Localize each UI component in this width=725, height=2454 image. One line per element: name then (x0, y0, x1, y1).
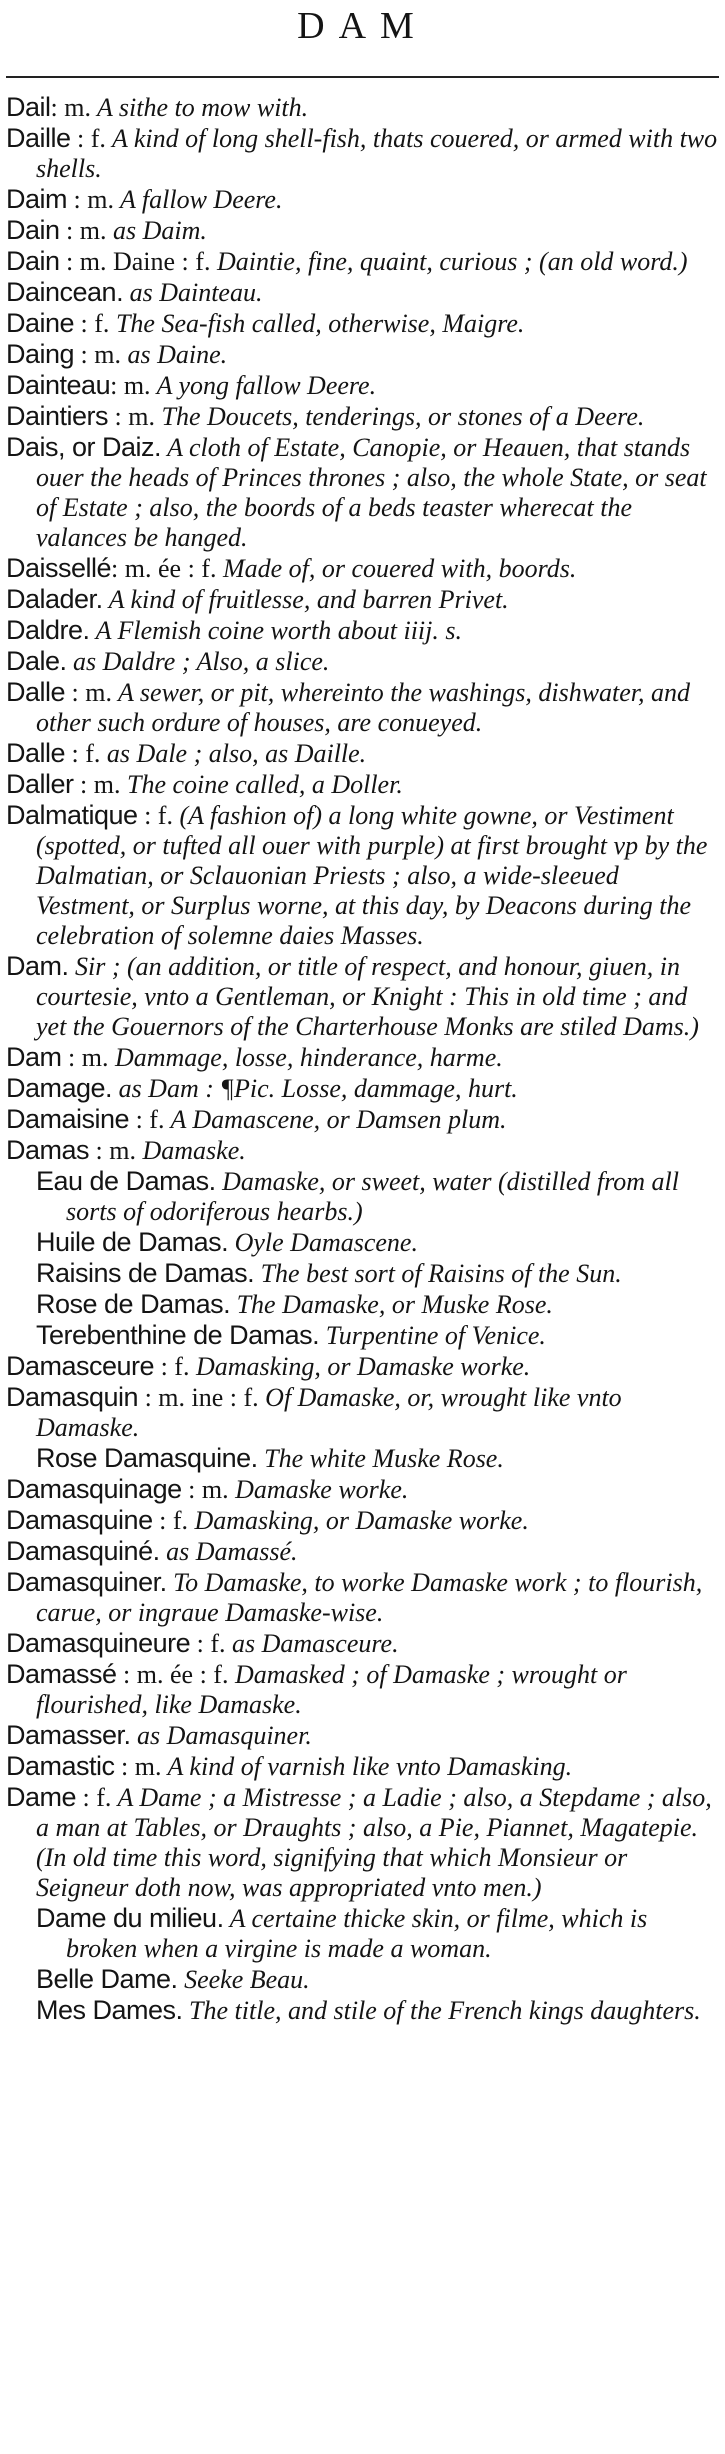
definition: as Damasquiner. (130, 1721, 312, 1750)
headword: Dain (6, 246, 60, 276)
dictionary-entry (6, 1720, 719, 1751)
grammar-label: : m. (108, 402, 155, 431)
definition: A certaine thicke skin, or filme, which is broken when a virgine is made a woman. (66, 1904, 648, 1963)
headword: Damasser. (6, 1720, 131, 1750)
dictionary-entry (6, 553, 719, 584)
definition: A sithe to mow with. (90, 93, 309, 122)
headword: Daing (6, 339, 75, 369)
sub-entry (6, 1166, 719, 1227)
definition: A Flemish coine worth about iiij. s. (89, 616, 462, 645)
sub-entry (6, 1443, 719, 1474)
definition: The Sea-fish called, otherwise, Maigre. (109, 309, 525, 338)
grammar-label: : f. (190, 1629, 226, 1658)
definition: as Dam : ¶Pic. Losse, dammage, hurt. (112, 1074, 518, 1103)
definition: Of Damaske, or, wrought like vnto Damaske. (36, 1383, 622, 1442)
grammar-label: : f. (154, 1352, 190, 1381)
dictionary-entry (6, 1751, 719, 1782)
definition: Damaske. (135, 1136, 246, 1165)
definition: as Daine. (121, 340, 228, 369)
definition: A cloth of Estate, Canopie, or Heauen, that stands ouer the heads of Princes thrones ; also, the whole State, or seat of Estate ; also, the boords of a beds teaster wherecat the valances be hanged. (36, 433, 707, 552)
headword: Damasceure (6, 1351, 155, 1381)
grammar-label: : m. (181, 1475, 229, 1504)
headword: Damage. (6, 1073, 113, 1103)
headword: Damassé (6, 1659, 117, 1689)
dictionary-entry (6, 769, 719, 800)
sub-entry (6, 1320, 719, 1351)
headword: Dam. (6, 951, 69, 981)
definition: Turpentine of Venice. (319, 1321, 546, 1350)
grammar-label: : f. (70, 124, 106, 153)
definition: A Damascene, or Damsen plum. (164, 1105, 507, 1134)
dictionary-entry (6, 1073, 719, 1104)
headword: Dale. (6, 646, 67, 676)
dictionary-entry (6, 1042, 719, 1073)
definition: A kind of varnish like vnto Damasking. (161, 1752, 573, 1781)
grammar-label: : m. (74, 340, 121, 369)
grammar-label: : m. ée : f. (116, 1660, 229, 1689)
definition: The Doucets, tenderings, or stones of a Deere. (155, 402, 645, 431)
headword: Dalader. (6, 584, 103, 614)
headword: Dalmatique (6, 800, 138, 830)
headword: Damas (6, 1135, 90, 1165)
dictionary-entry (6, 123, 719, 184)
page-header: DAM (297, 5, 428, 47)
grammar-label: : m. (59, 216, 107, 245)
headword: Damasquin (6, 1382, 139, 1412)
grammar-label: : f. (137, 801, 173, 830)
definition: Daintie, fine, quaint, curious ; (an old word.) (210, 247, 688, 276)
dictionary-entry (6, 1382, 719, 1443)
entry-list (6, 92, 719, 2026)
headword: Dalle (6, 677, 66, 707)
headword: Damasquiner. (6, 1567, 167, 1597)
grammar-label: : m. (67, 185, 114, 214)
dictionary-entry (6, 646, 719, 677)
headword: Terebenthine de Damas. (36, 1320, 320, 1350)
definition: A yong fallow Deere. (150, 371, 377, 400)
definition: Damasking, or Damaske worke. (187, 1506, 529, 1535)
dictionary-entry (6, 1659, 719, 1720)
dictionary-entry (6, 339, 719, 370)
grammar-label: : m. (61, 1043, 109, 1072)
grammar-label: : m. (50, 93, 91, 122)
header-rule (6, 76, 719, 78)
dictionary-entry (6, 370, 719, 401)
dictionary-entry (6, 738, 719, 769)
headword: Damaisine (6, 1104, 130, 1134)
definition: The best sort of Raisins of the Sun. (254, 1259, 622, 1288)
definition: as Dale ; also, as Daille. (100, 739, 367, 768)
definition: as Daldre ; Also, a slice. (66, 647, 330, 676)
definition: as Dainteau. (123, 278, 263, 307)
dictionary-entry (6, 1135, 719, 1166)
headword: Damastic (6, 1751, 115, 1781)
definition: The white Muske Rose. (257, 1444, 504, 1473)
grammar-label: : f. (65, 739, 101, 768)
grammar-label: : f. (152, 1506, 188, 1535)
definition: The Damaske, or Muske Rose. (230, 1290, 553, 1319)
sub-entry (6, 1227, 719, 1258)
definition: Sir ; (an addition, or title of respect, and honour, giuen, in courtesie, vnto a Gentleman, or Knight : This in old time ; and yet the Gouernors of the Charterhouse Monks are stiled Dams.) (36, 952, 699, 1041)
dictionary-entry (6, 308, 719, 339)
headword: Daintiers (6, 401, 109, 431)
dictionary-entry (6, 1782, 719, 1903)
definition: A Dame ; a Mistresse ; a Ladie ; also, a Stepdame ; also, a man at Tables, or Draughts ; also, a Pie, Piannet, Magatepie. (In old time this word, signifying that which Monsieur or Seigneur doth now, was appropriated vnto men.) (36, 1783, 712, 1902)
headword: Daldre. (6, 615, 90, 645)
sub-entry (6, 1995, 719, 2026)
headword: Dais, or Daiz. (6, 432, 162, 462)
definition: as Damassé. (159, 1537, 298, 1566)
dictionary-entry (6, 246, 719, 277)
sub-entry (6, 1258, 719, 1289)
headword: Eau de Damas. (36, 1166, 216, 1196)
dictionary-entry (6, 401, 719, 432)
dictionary-entry (6, 184, 719, 215)
definition: The coine called, a Doller. (120, 770, 403, 799)
definition: as Damasceure. (225, 1629, 399, 1658)
definition: Dammage, losse, hinderance, harme. (108, 1043, 503, 1072)
headword: Damasquinage (6, 1474, 182, 1504)
sub-entry (6, 1903, 719, 1964)
grammar-label: : f. (129, 1105, 165, 1134)
grammar-label: : f. (76, 1783, 112, 1812)
headword: Raisins de Damas. (36, 1258, 255, 1288)
headword: Huile de Damas. (36, 1227, 229, 1257)
headword: Dainteau (6, 370, 111, 400)
dictionary-entry (6, 1628, 719, 1659)
headword: Dail (6, 92, 51, 122)
grammar-label: : m. (73, 770, 121, 799)
definition: The title, and stile of the French kings daughters. (182, 1996, 701, 2025)
definition: Oyle Damascene. (228, 1228, 418, 1257)
grammar-label: : m. (110, 371, 151, 400)
definition: (A fashion of) a long white gowne, or Vestiment (spotted, or tufted all ouer with purple) at first brought vp by the Dalmatian, or Sclauonian Priests ; also, a wide-sleeued Vestment, or Surplus worne, at this day, by Deacons during the celebration of solemne daies Masses. (36, 801, 708, 950)
dictionary-entry (6, 1104, 719, 1135)
sub-entry (6, 1289, 719, 1320)
headword: Rose de Damas. (36, 1289, 231, 1319)
grammar-label: : m. ine : f. (138, 1383, 259, 1412)
headword: Daissellé (6, 553, 112, 583)
definition: Seeke Beau. (177, 1965, 310, 1994)
dictionary-entry (6, 215, 719, 246)
grammar-label: : m. Daine : f. (59, 247, 211, 276)
headword: Dame du milieu. (36, 1903, 224, 1933)
definition: To Damaske, to worke Damaske work ; to flourish, carue, or ingraue Damaske-wise. (36, 1568, 703, 1627)
headword: Damasquineure (6, 1628, 191, 1658)
dictionary-entry (6, 1567, 719, 1628)
headword: Dain (6, 215, 60, 245)
headword: Daim (6, 184, 68, 214)
definition: Damaske worke. (228, 1475, 409, 1504)
grammar-label: : m. ée : f. (111, 554, 217, 583)
headword: Rose Damasquine. (36, 1443, 258, 1473)
definition: Damaske, or sweet, water (distilled from all sorts of odoriferous hearbs.) (66, 1167, 680, 1226)
headword: Daincean. (6, 277, 124, 307)
headword: Damasquiné. (6, 1536, 160, 1566)
sub-entry (6, 1964, 719, 1995)
headword: Dalle (6, 738, 66, 768)
headword: Belle Dame. (36, 1964, 178, 1994)
grammar-label: : m. (114, 1752, 162, 1781)
headword: Dam (6, 1042, 62, 1072)
grammar-label: : f. (74, 309, 110, 338)
dictionary-entry (6, 677, 719, 738)
definition: Made of, or couered with, boords. (216, 554, 577, 583)
definition: A sewer, or pit, whereinto the washings, dishwater, and other such ordure of houses, are conueyed. (36, 678, 691, 737)
definition: Damasking, or Damaske worke. (189, 1352, 531, 1381)
grammar-label: : m. (65, 678, 112, 707)
dictionary-entry (6, 951, 719, 1042)
dictionary-entry (6, 800, 719, 951)
dictionary-entry (6, 1351, 719, 1382)
definition: A kind of long shell-fish, thats couered, or armed with two shells. (36, 124, 718, 183)
headword: Mes Dames. (36, 1995, 183, 2025)
headword: Dame (6, 1782, 77, 1812)
definition: as Daim. (106, 216, 207, 245)
headword: Damasquine (6, 1505, 153, 1535)
headword: Daine (6, 308, 75, 338)
definition: A fallow Deere. (113, 185, 283, 214)
dictionary-entry (6, 615, 719, 646)
dictionary-entry (6, 1474, 719, 1505)
dictionary-entry (6, 432, 719, 553)
headword: Daille (6, 123, 71, 153)
dictionary-entry (6, 277, 719, 308)
dictionary-entry (6, 92, 719, 123)
definition: Damasked ; of Damaske ; wrought or flourished, like Damaske. (36, 1660, 627, 1719)
headword: Daller (6, 769, 74, 799)
grammar-label: : m. (89, 1136, 136, 1165)
dictionary-entry (6, 584, 719, 615)
definition: A kind of fruitlesse, and barren Privet. (102, 585, 509, 614)
dictionary-entry (6, 1505, 719, 1536)
dictionary-entry (6, 1536, 719, 1567)
